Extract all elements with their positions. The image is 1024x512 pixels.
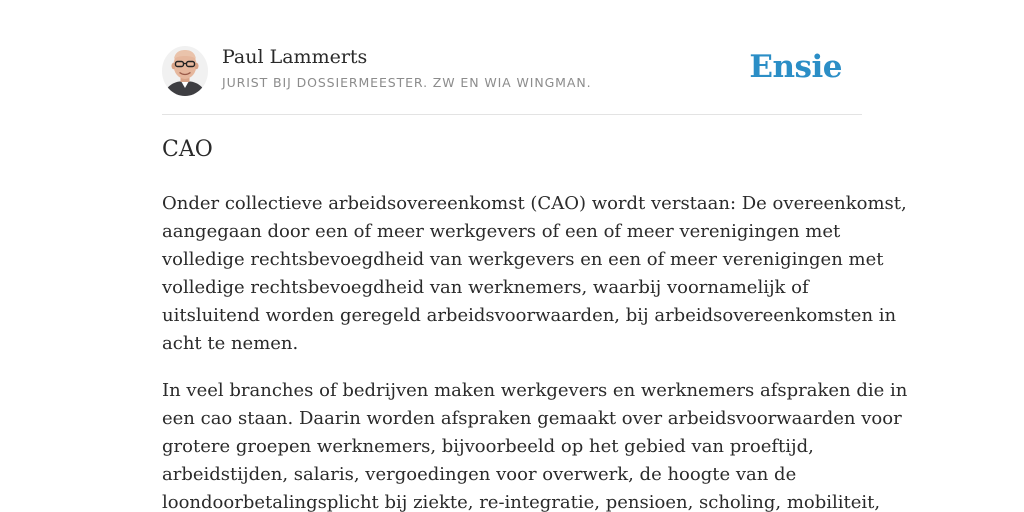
paragraph-line: volledige rechtsbevoegdheid van werkgevers en een of meer verenigingen met xyxy=(162,249,884,270)
author-name[interactable]: Paul Lammerts xyxy=(222,46,368,68)
author-header xyxy=(162,44,862,115)
article-paragraph-2 xyxy=(162,377,908,512)
author-bio: JURIST BIJ DOSSIERMEESTER. ZW EN WIA WINGMAN. xyxy=(222,75,592,90)
paragraph-line: aangegaan door een of meer werkgevers of een of meer verenigingen met xyxy=(162,221,841,242)
paragraph-line: loondoorbetalingsplicht bij ziekte, re-integratie, pensioen, scholing, mobiliteit, xyxy=(162,492,881,512)
article-title: CAO xyxy=(162,137,213,162)
paragraph-line: acht te nemen. xyxy=(162,333,299,354)
article-body xyxy=(162,190,908,512)
author-photo-icon xyxy=(162,46,208,96)
paragraph-line: In veel branches of bedrijven maken werkgevers en werknemers afspraken die in xyxy=(162,380,908,401)
ensie-logo[interactable]: Ensie xyxy=(749,49,842,85)
author-avatar[interactable] xyxy=(162,46,208,96)
paragraph-line: arbeidstijden, salaris, vergoedingen voor overwerk, de hoogte van de xyxy=(162,464,797,485)
paragraph-line: grotere groepen werknemers, bijvoorbeeld op het gebied van proeftijd, xyxy=(162,436,814,457)
paragraph-line: uitsluitend worden geregeld arbeidsvoorwaarden, bij arbeidsovereenkomsten in xyxy=(162,305,897,326)
article-paragraph-1 xyxy=(162,190,907,358)
paragraph-line: een cao staan. Daarin worden afspraken gemaakt over arbeidsvoorwaarden voor xyxy=(162,408,902,429)
paragraph-line: volledige rechtsbevoegdheid van werknemers, waarbij voornamelijk of xyxy=(162,277,809,298)
paragraph-line: Onder collectieve arbeidsovereenkomst (CAO) wordt verstaan: De overeenkomst, xyxy=(162,193,907,214)
